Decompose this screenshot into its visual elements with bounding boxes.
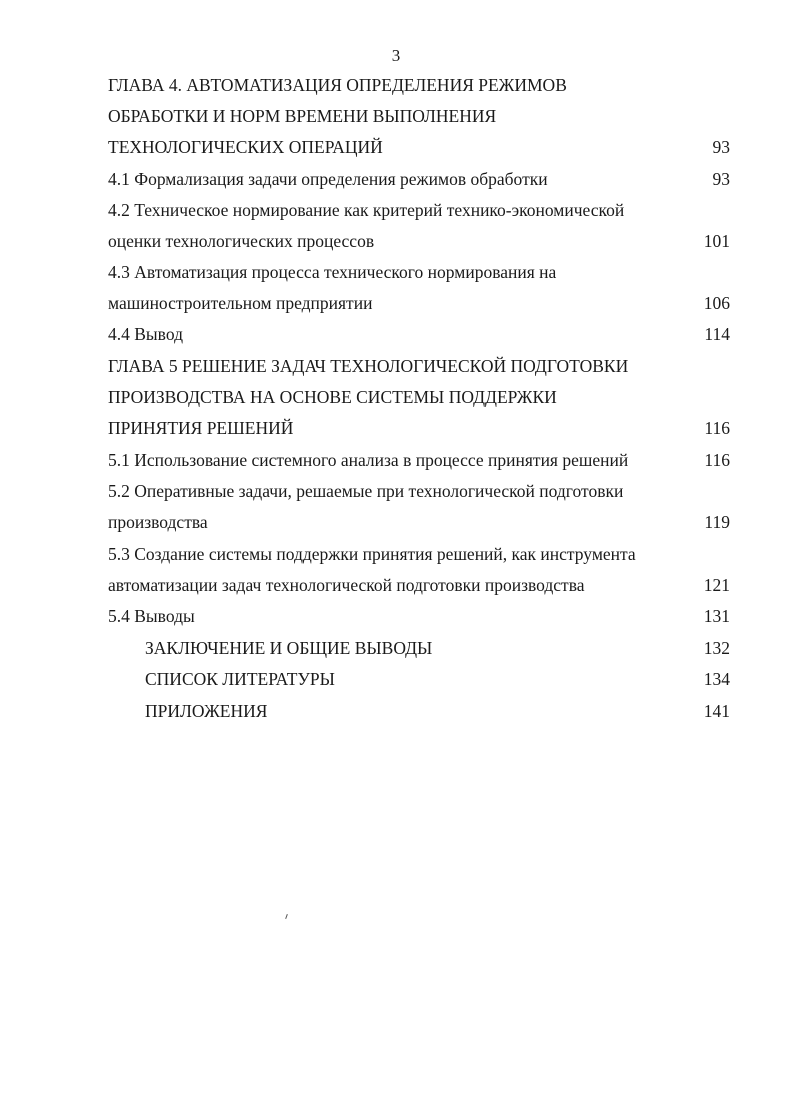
- toc-line: [108, 73, 730, 97]
- toc-line-text: 5.1 Использование системного анализа в процессе принятия решений: [108, 450, 629, 470]
- toc-line-page: 114: [704, 324, 730, 344]
- toc-line: [108, 604, 730, 628]
- toc-line-text: оценки технологических процессов: [108, 231, 375, 251]
- toc-line-page: 134: [703, 669, 730, 689]
- toc-line-page: 141: [703, 701, 730, 721]
- toc-line: [108, 135, 730, 159]
- toc-line: [108, 385, 730, 409]
- toc-line-page: 106: [703, 293, 730, 313]
- toc-line: [108, 198, 730, 222]
- toc-line-text: ОБРАБОТКИ И НОРМ ВРЕМЕНИ ВЫПОЛНЕНИЯ: [108, 106, 497, 126]
- toc-line-page: 116: [704, 450, 730, 470]
- toc-line-text: 4.4 Вывод: [108, 324, 183, 344]
- toc-line-text: ЗАКЛЮЧЕНИЕ И ОБЩИЕ ВЫВОДЫ: [145, 638, 433, 658]
- toc-line-text: ГЛАВА 4. АВТОМАТИЗАЦИЯ ОПРЕДЕЛЕНИЯ РЕЖИМОВ: [108, 75, 567, 95]
- toc-line-text: автоматизации задач технологической подготовки производства: [108, 575, 585, 595]
- toc-line-text: ПРОИЗВОДСТВА НА ОСНОВЕ СИСТЕМЫ ПОДДЕРЖКИ: [108, 387, 557, 407]
- toc-line-page: 101: [703, 231, 730, 251]
- toc-line: [108, 573, 730, 597]
- toc-line-page: 93: [712, 169, 730, 189]
- toc-line-text: ПРИНЯТИЯ РЕШЕНИЙ: [108, 418, 294, 438]
- toc-line: [108, 510, 730, 534]
- toc-line: [108, 167, 730, 191]
- toc-line: [108, 104, 730, 128]
- toc-line: [108, 291, 730, 315]
- toc-line-text: 4.3 Автоматизация процесса технического нормирования на: [108, 262, 557, 282]
- toc-line-text: производства: [108, 512, 208, 532]
- toc-line-text: ГЛАВА 5 РЕШЕНИЕ ЗАДАЧ ТЕХНОЛОГИЧЕСКОЙ ПОДГОТОВКИ: [108, 356, 629, 376]
- toc-line: [145, 667, 730, 691]
- toc-line-page: 93: [712, 137, 730, 157]
- toc-line-page: 116: [704, 418, 730, 438]
- toc-line-text: СПИСОК ЛИТЕРАТУРЫ: [145, 669, 335, 689]
- toc-line: [145, 636, 730, 660]
- toc-line-text: 5.2 Оперативные задачи, решаемые при технологической подготовки: [108, 481, 624, 501]
- toc-line-page: 119: [704, 512, 730, 532]
- toc-line-page: 132: [703, 638, 730, 658]
- toc-line-page: 121: [703, 575, 730, 595]
- toc-line: [108, 260, 730, 284]
- toc-line-text: ПРИЛОЖЕНИЯ: [145, 701, 268, 721]
- toc-line: [108, 542, 730, 566]
- toc-line-text: ТЕХНОЛОГИЧЕСКИХ ОПЕРАЦИЙ: [108, 137, 383, 157]
- toc-line-text: 5.4 Выводы: [108, 606, 195, 626]
- toc-line: [108, 229, 730, 253]
- toc-line-text: 4.1 Формализация задачи определения режимов обработки: [108, 169, 548, 189]
- toc-line-text: 4.2 Техническое нормирование как критерий технико-экономической: [108, 200, 625, 220]
- toc-line: [108, 354, 730, 378]
- toc-line: [108, 479, 730, 503]
- toc-line: [108, 448, 730, 472]
- toc-line-text: машиностроительном предприятии: [108, 293, 373, 313]
- toc-line: [108, 416, 730, 440]
- toc-line: [108, 322, 730, 346]
- toc-line-page: 131: [703, 606, 730, 626]
- toc-line-text: 5.3 Создание системы поддержки принятия решений, как инструмента: [108, 544, 636, 564]
- toc-line: [145, 699, 730, 723]
- page-number: 3: [391, 46, 401, 65]
